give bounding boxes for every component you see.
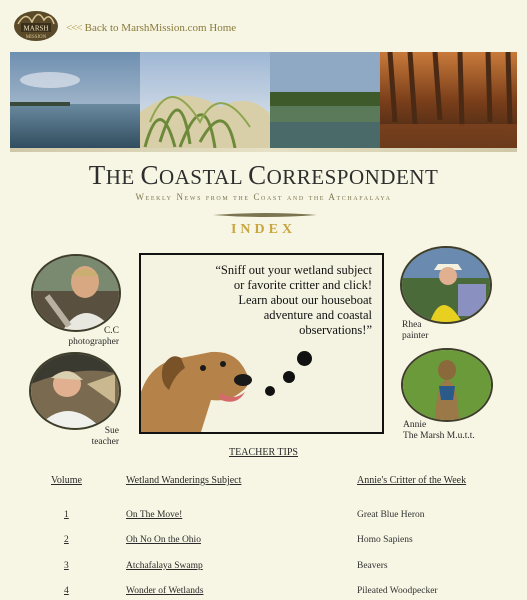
subject-column-header[interactable]: Wetland Wanderings Subject: [126, 475, 242, 486]
subject-link-1[interactable]: On The Move!: [126, 510, 183, 520]
subject-link-3[interactable]: Atchafalaya Swamp: [126, 561, 203, 571]
back-link-label: Back to MarshMission.com Home: [84, 22, 237, 34]
intro-panel: [139, 253, 384, 434]
svg-text:MARSH: MARSH: [23, 24, 49, 33]
page-subtitle: Weekly News from the Coast and the Atchafalaya: [135, 192, 392, 202]
annie-dog-image: [141, 322, 261, 432]
cc-caption: C.C photographer: [68, 326, 119, 347]
svg-text:MISSION: MISSION: [25, 35, 47, 40]
rhea-painter-portrait[interactable]: [402, 248, 490, 322]
page-title: THE COASTAL CORRESPONDENT: [88, 160, 439, 190]
teacher-tips-link[interactable]: TEACHER TIPS: [229, 447, 298, 458]
volume-link-2[interactable]: 2: [64, 535, 69, 545]
intro-quote: “Sniff out your wetland subject or favorite critter and click! Learn about our houseboat adventure and coastal observations!”: [215, 263, 372, 337]
banner-divider: [10, 148, 517, 152]
title-ornament: [213, 205, 317, 211]
thought-bubble-medium: [283, 371, 295, 383]
rhea-caption: Rhea painter: [402, 320, 429, 341]
volume-link-4[interactable]: 4: [64, 586, 69, 596]
thought-bubble-large: [297, 351, 312, 366]
sue-teacher-portrait[interactable]: [31, 354, 119, 428]
critter-3: Beavers: [357, 561, 388, 571]
index-heading: INDEX: [230, 222, 297, 237]
back-arrows: <<<: [66, 22, 82, 34]
critter-2: Homo Sapiens: [357, 535, 413, 545]
volume-column-header[interactable]: Volume: [51, 475, 82, 486]
volume-link-3[interactable]: 3: [64, 561, 69, 571]
annie-mutt-portrait[interactable]: [403, 350, 491, 420]
teacher-tips-container: [0, 447, 527, 458]
marsh-mission-logo[interactable]: [12, 4, 60, 44]
back-home-link[interactable]: [66, 22, 236, 34]
critter-4: Pileated Woodpecker: [357, 586, 438, 596]
thought-bubble-small: [265, 386, 275, 396]
coastal-banner-image: [10, 52, 517, 150]
volume-link-1[interactable]: 1: [64, 510, 69, 520]
subject-link-4[interactable]: Wonder of Wetlands: [126, 586, 204, 596]
annie-caption: Annie The Marsh M.u.t.t.: [403, 420, 475, 441]
critter-column-header[interactable]: Annie's Critter of the Week: [357, 475, 467, 486]
critter-1: Great Blue Heron: [357, 510, 425, 520]
subject-link-2[interactable]: Oh No On the Ohio: [126, 535, 201, 545]
sue-caption: Sue teacher: [91, 426, 119, 447]
cc-photographer-portrait[interactable]: [33, 256, 119, 330]
